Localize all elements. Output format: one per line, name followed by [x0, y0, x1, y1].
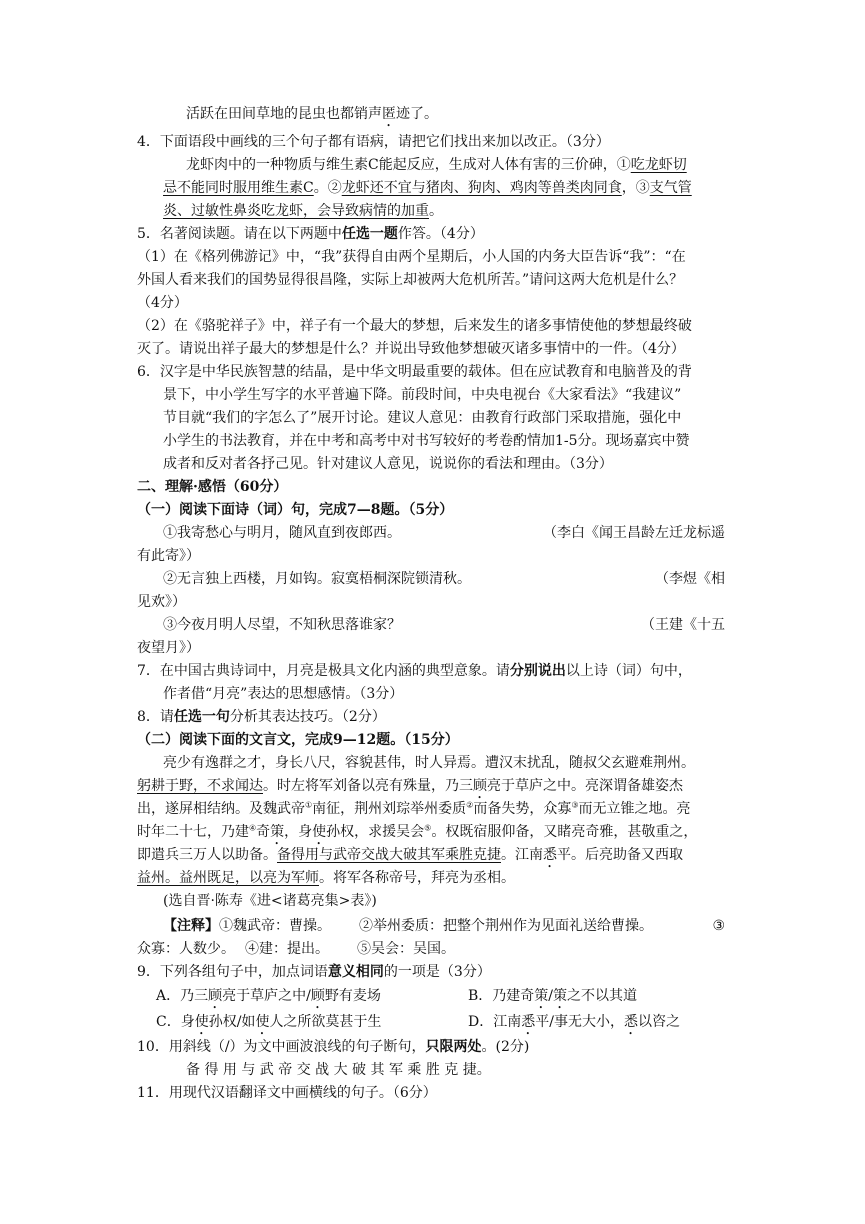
q5-option-2-line-2: 灭了。请说出祥子最大的梦想是什么？并说出导致他梦想破灭诸多事情中的一件。（4分） [137, 341, 685, 357]
q6-line-2: 景下，中小学生写字的水平普遍下降。前段时间，中央电视台《大家看法》“我建议” [163, 387, 682, 403]
passage-line-4: 时年二十七，乃建④奇策，身使孙权，求援吴会⑤。权既宿服仰备，又睹亮奇雅，甚敬重之， [137, 823, 698, 840]
passage-line-5: 即遣兵三万人以助备。备得用与武帝交战大破其军乘胜克捷。江南悉平。后亮助备又西取 [137, 847, 683, 863]
q9-option-c: C．身使孙权/如使人之所欲莫甚于生 [156, 1014, 382, 1030]
q5-option-1-line-2: 外国人看来我们的国势显得很昌隆，实际上却被两大危机所苦。”请问这两大危机是什么？ [137, 272, 684, 288]
q5-option-2-line-1: （2）在《骆驼祥子》中，祥子有一个最大的梦想，后来发生的诸多事情使他的梦想最终破 [137, 318, 692, 334]
q4-sentence-2-underlined: 龙虾还不宜与猪肉、狗肉、鸡肉等兽类肉同食 [341, 180, 622, 196]
passage-line-6: 益州。益州既足，以亮为军师。将军各称帝号，拜亮为丞相。 [137, 870, 515, 886]
q10-stem: 10．用斜线（/）为文中画波浪线的句子断句，只限两处。(2分) [137, 1039, 530, 1055]
poem-1-source-cont: 有此寄》） [137, 548, 200, 564]
passage-underlined-sentence-1: 躬耕于野，不求闻达 [137, 778, 263, 794]
q5-option-1-line-1: （1）在《格列佛游记》中，“我”获得自由两个星期后，小人国的内务大臣告诉“我”：“在 [137, 249, 686, 265]
q7-line-1: 7．在中国古典诗词中，月亮是极具文化内涵的典型意象。请分别说出以上诗（词）句中， [137, 663, 692, 679]
notes-line-1: 【注释】①魏武帝：曹操。 ②举州委质：把整个荆州作为见面礼送给曹操。 [163, 918, 653, 934]
passage-wavy-sentence: 备得用与武帝交战大破其军乘胜克捷 [277, 847, 501, 863]
q4-sentence-1-underlined: 吃龙虾切 [630, 157, 687, 173]
poem-3-source: （王建《十五 [641, 617, 725, 633]
notes-line-2: 众寡：人数少。 ④建：提出。 ⑤吴会：吴国。 [137, 941, 455, 957]
poem-2: ②无言独上西楼，月如钩。寂寞梧桐深院锁清秋。 [163, 571, 471, 587]
q4-passage-line-1: 龙虾肉中的一种物质与维生素C能起反应，生成对人体有害的三价砷，①吃龙虾切 [186, 157, 687, 173]
q3-tail-line: 活跃在田间草地的昆虫也都销声匿迹了。 [186, 106, 438, 122]
poem-3-source-cont: 夜望月》） [137, 640, 200, 656]
q4-stem: 4．下面语段中画线的三个句子都有语病，请把它们找出来加以改正。（3分） [137, 134, 610, 150]
q4-passage-line-2: 忌不能同时服用维生素C。②龙虾还不宜与猪肉、狗肉、鸡肉等兽类肉同食，③支气管 [163, 180, 692, 196]
q9-option-a: A．乃三顾亮于草庐之中/顾野有麦场 [156, 988, 381, 1004]
q11-stem: 11．用现代汉语翻译文中画横线的句子。（6分） [137, 1085, 437, 1101]
poem-3: ③今夜月明人尽望，不知秋思落谁家？ [163, 617, 401, 633]
notes-marker-3: ③ [712, 918, 725, 934]
q6-line-3: 节目就“我们的字怎么了”展开讨论。建议人意见：由教育行政部门采取措施，强化中 [163, 410, 682, 426]
passage-line-3: 出，遂屏相结纳。及魏武帝①南征，荆州刘琮举州委质②而备失势，众寡③而无立锥之地。亮 [137, 800, 691, 817]
poem-2-source-cont: 见欢》） [137, 594, 186, 610]
poem-1: ①我寄愁心与明月，随风直到夜郎西。 [163, 525, 401, 541]
q7-line-2: 作者借“月亮”表达的思想感情。（3分） [163, 686, 404, 702]
passage-underlined-sentence-2: 益州。益州既足，以亮为军师 [137, 870, 319, 886]
q8-line: 8．请任选一句分析其表达技巧。（2分） [137, 709, 386, 725]
part-1-heading: （一）阅读下面诗（词）句，完成7—8题。（5分） [137, 502, 454, 518]
q5-option-1-line-3: （4分） [137, 295, 188, 311]
q10-sentence: 备 得 用 与 武 帝 交 战 大 破 其 军 乘 胜 克 捷。 [186, 1062, 491, 1078]
q6-line-1: 6．汉字是中华民族智慧的结晶，是中华文明最重要的载体。但在应试教育和电脑普及的背 [137, 364, 692, 380]
q4-sentence-3-underlined: 支气管 [649, 180, 692, 196]
passage-line-2: 躬耕于野，不求闻达。时左将军刘备以亮有殊量，乃三顾亮于草庐之中。亮深谓备雄姿杰 [137, 778, 683, 794]
passage-source: (选自晋·陈寿《进<诸葛亮集>表》) [163, 893, 377, 909]
q9-option-d: D．江南悉平/事无大小，悉以咨之 [468, 1014, 680, 1030]
poem-1-source: （李白《闻王昌龄左迁龙标遥 [543, 525, 725, 541]
passage-line-1: 亮少有逸群之才，身长八尺，容貌甚伟，时人异焉。遭汉末扰乱，随叔父玄避难荆州。 [163, 755, 695, 771]
q9-stem: 9．下列各组句子中，加点词语意义相同的一项是（3分） [137, 964, 491, 980]
q9-option-b: B．乃建奇策/策之不以其道 [468, 988, 638, 1004]
part-2-heading: （二）阅读下面的文言文，完成9—12题。（15分） [137, 732, 459, 748]
q6-line-5: 成者和反对者各抒己见。针对建议人意见，说说你的看法和理由。（3分） [163, 456, 613, 472]
poem-2-source: （李煜《相 [655, 571, 725, 587]
q5-stem: 5．名著阅读题。请在以下两题中任选一题作答。（4分） [137, 226, 484, 242]
q4-passage-line-3: 炎、过敏性鼻炎吃龙虾，会导致病情的加重。 [163, 203, 443, 219]
q6-line-4: 小学生的书法教育，并在中考和高考中对书写较好的考卷酌情加1-5分。现场嘉宾中赞 [163, 433, 690, 449]
section-2-title: 二、理解·感悟（60分） [137, 479, 288, 495]
